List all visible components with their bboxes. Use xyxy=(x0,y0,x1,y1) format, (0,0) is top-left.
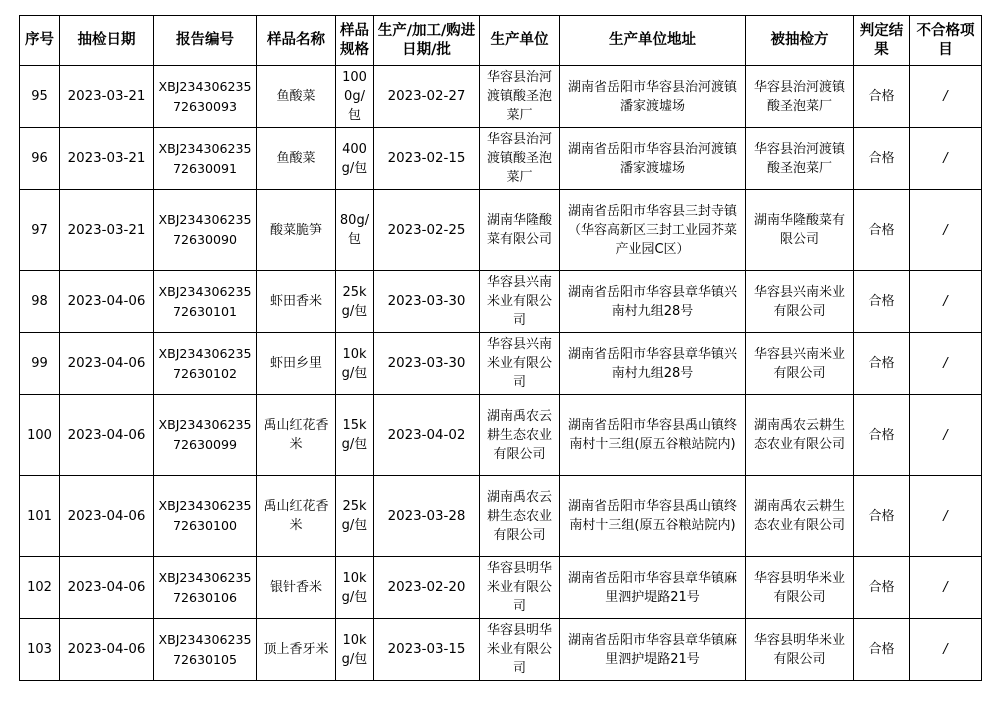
cell-producer-address: 湖南省岳阳市华容县章华镇兴南村九组28号 xyxy=(560,333,746,395)
cell-sample-name: 虾田香米 xyxy=(257,271,336,333)
cell-production-date: 2023-04-02 xyxy=(374,395,480,476)
cell-sample-name: 禹山红花香米 xyxy=(257,395,336,476)
cell-result: 合格 xyxy=(854,619,910,681)
cell-production-date: 2023-03-30 xyxy=(374,271,480,333)
cell-result: 合格 xyxy=(854,128,910,190)
cell-spec: 15kg/包 xyxy=(336,395,374,476)
cell-result: 合格 xyxy=(854,395,910,476)
cell-producer-address: 湖南省岳阳市华容县治河渡镇潘家渡墟场 xyxy=(560,128,746,190)
cell-producer: 华容县明华米业有限公司 xyxy=(480,557,560,619)
cell-sampled-party: 湖南禹农云耕生态农业有限公司 xyxy=(746,395,854,476)
cell-producer: 湖南华隆酸菜有限公司 xyxy=(480,190,560,271)
inspection-results-sheet xyxy=(19,15,982,681)
cell-report-no: XBJ23430623572630100 xyxy=(154,476,257,557)
cell-producer: 华容县治河渡镇酸圣泡菜厂 xyxy=(480,66,560,128)
cell-no: 103 xyxy=(20,619,60,681)
cell-report-no: XBJ23430623572630090 xyxy=(154,190,257,271)
cell-sampling-date: 2023-04-06 xyxy=(60,476,154,557)
cell-report-no: XBJ23430623572630093 xyxy=(154,66,257,128)
cell-producer: 华容县治河渡镇酸圣泡菜厂 xyxy=(480,128,560,190)
header-unqualified-item: 不合格项目 xyxy=(910,16,982,66)
header-sample-name: 样品名称 xyxy=(257,16,336,66)
cell-spec: 25kg/包 xyxy=(336,271,374,333)
cell-spec: 10kg/包 xyxy=(336,333,374,395)
cell-report-no: XBJ23430623572630091 xyxy=(154,128,257,190)
cell-sampling-date: 2023-04-06 xyxy=(60,271,154,333)
cell-sample-name: 虾田乡里 xyxy=(257,333,336,395)
header-result: 判定结果 xyxy=(854,16,910,66)
table-row xyxy=(20,395,982,476)
cell-producer: 华容县明华米业有限公司 xyxy=(480,619,560,681)
table-row xyxy=(20,190,982,271)
cell-sample-name: 鱼酸菜 xyxy=(257,128,336,190)
cell-no: 101 xyxy=(20,476,60,557)
cell-unqualified-item: / xyxy=(910,333,982,395)
cell-report-no: XBJ23430623572630099 xyxy=(154,395,257,476)
header-no: 序号 xyxy=(20,16,60,66)
cell-sampled-party: 华容县兴南米业有限公司 xyxy=(746,271,854,333)
cell-unqualified-item: / xyxy=(910,557,982,619)
cell-sampling-date: 2023-03-21 xyxy=(60,66,154,128)
cell-producer-address: 湖南省岳阳市华容县章华镇兴南村九组28号 xyxy=(560,271,746,333)
table-row xyxy=(20,66,982,128)
cell-producer-address: 湖南省岳阳市华容县章华镇麻里泗护堤路21号 xyxy=(560,619,746,681)
header-report-no: 报告编号 xyxy=(154,16,257,66)
cell-production-date: 2023-03-15 xyxy=(374,619,480,681)
cell-sampling-date: 2023-04-06 xyxy=(60,557,154,619)
cell-no: 102 xyxy=(20,557,60,619)
table-row xyxy=(20,333,982,395)
cell-sample-name: 银针香米 xyxy=(257,557,336,619)
cell-result: 合格 xyxy=(854,190,910,271)
table-row xyxy=(20,557,982,619)
cell-spec: 400g/包 xyxy=(336,128,374,190)
cell-producer-address: 湖南省岳阳市华容县禹山镇终南村十三组(原五谷粮站院内) xyxy=(560,395,746,476)
cell-spec: 10kg/包 xyxy=(336,557,374,619)
table-row xyxy=(20,619,982,681)
cell-unqualified-item: / xyxy=(910,128,982,190)
cell-sampling-date: 2023-03-21 xyxy=(60,190,154,271)
cell-production-date: 2023-03-28 xyxy=(374,476,480,557)
cell-producer-address: 湖南省岳阳市华容县三封寺镇（华容高新区三封工业园芥菜产业园C区） xyxy=(560,190,746,271)
cell-result: 合格 xyxy=(854,271,910,333)
cell-production-date: 2023-02-20 xyxy=(374,557,480,619)
cell-producer-address: 湖南省岳阳市华容县治河渡镇潘家渡墟场 xyxy=(560,66,746,128)
cell-unqualified-item: / xyxy=(910,271,982,333)
header-sampling-date: 抽检日期 xyxy=(60,16,154,66)
cell-spec: 1000g/包 xyxy=(336,66,374,128)
cell-production-date: 2023-02-27 xyxy=(374,66,480,128)
table-row xyxy=(20,271,982,333)
cell-no: 96 xyxy=(20,128,60,190)
cell-production-date: 2023-02-15 xyxy=(374,128,480,190)
cell-spec: 80g/包 xyxy=(336,190,374,271)
cell-sampled-party: 华容县治河渡镇酸圣泡菜厂 xyxy=(746,66,854,128)
table-row xyxy=(20,128,982,190)
cell-unqualified-item: / xyxy=(910,190,982,271)
cell-producer: 华容县兴南米业有限公司 xyxy=(480,333,560,395)
header-producer: 生产单位 xyxy=(480,16,560,66)
table-header-row xyxy=(20,16,982,66)
cell-unqualified-item: / xyxy=(910,395,982,476)
cell-sampling-date: 2023-04-06 xyxy=(60,395,154,476)
cell-spec: 25kg/包 xyxy=(336,476,374,557)
cell-report-no: XBJ23430623572630105 xyxy=(154,619,257,681)
header-producer-address: 生产单位地址 xyxy=(560,16,746,66)
cell-unqualified-item: / xyxy=(910,619,982,681)
cell-sample-name: 酸菜脆笋 xyxy=(257,190,336,271)
cell-sampling-date: 2023-04-06 xyxy=(60,619,154,681)
cell-no: 100 xyxy=(20,395,60,476)
cell-unqualified-item: / xyxy=(910,476,982,557)
cell-no: 95 xyxy=(20,66,60,128)
cell-production-date: 2023-02-25 xyxy=(374,190,480,271)
cell-result: 合格 xyxy=(854,333,910,395)
cell-report-no: XBJ23430623572630102 xyxy=(154,333,257,395)
cell-sampling-date: 2023-03-21 xyxy=(60,128,154,190)
cell-no: 99 xyxy=(20,333,60,395)
cell-production-date: 2023-03-30 xyxy=(374,333,480,395)
cell-sample-name: 鱼酸菜 xyxy=(257,66,336,128)
header-spec: 样品规格 xyxy=(336,16,374,66)
cell-result: 合格 xyxy=(854,66,910,128)
header-sampled-party: 被抽检方 xyxy=(746,16,854,66)
cell-report-no: XBJ23430623572630101 xyxy=(154,271,257,333)
cell-producer: 华容县兴南米业有限公司 xyxy=(480,271,560,333)
cell-sampled-party: 华容县明华米业有限公司 xyxy=(746,557,854,619)
cell-unqualified-item: / xyxy=(910,66,982,128)
cell-no: 98 xyxy=(20,271,60,333)
cell-sampled-party: 华容县明华米业有限公司 xyxy=(746,619,854,681)
cell-sampling-date: 2023-04-06 xyxy=(60,333,154,395)
cell-sample-name: 顶上香牙米 xyxy=(257,619,336,681)
cell-producer-address: 湖南省岳阳市华容县章华镇麻里泗护堤路21号 xyxy=(560,557,746,619)
cell-producer: 湖南禹农云耕生态农业有限公司 xyxy=(480,476,560,557)
cell-report-no: XBJ23430623572630106 xyxy=(154,557,257,619)
cell-sampled-party: 华容县兴南米业有限公司 xyxy=(746,333,854,395)
cell-producer-address: 湖南省岳阳市华容县禹山镇终南村十三组(原五谷粮站院内) xyxy=(560,476,746,557)
inspection-results-table xyxy=(19,15,982,681)
cell-producer: 湖南禹农云耕生态农业有限公司 xyxy=(480,395,560,476)
cell-result: 合格 xyxy=(854,476,910,557)
cell-sampled-party: 湖南华隆酸菜有限公司 xyxy=(746,190,854,271)
header-production-date: 生产/加工/购进日期/批 xyxy=(374,16,480,66)
table-row xyxy=(20,476,982,557)
cell-spec: 10kg/包 xyxy=(336,619,374,681)
cell-sampled-party: 湖南禹农云耕生态农业有限公司 xyxy=(746,476,854,557)
cell-result: 合格 xyxy=(854,557,910,619)
cell-no: 97 xyxy=(20,190,60,271)
cell-sampled-party: 华容县治河渡镇酸圣泡菜厂 xyxy=(746,128,854,190)
cell-sample-name: 禹山红花香米 xyxy=(257,476,336,557)
